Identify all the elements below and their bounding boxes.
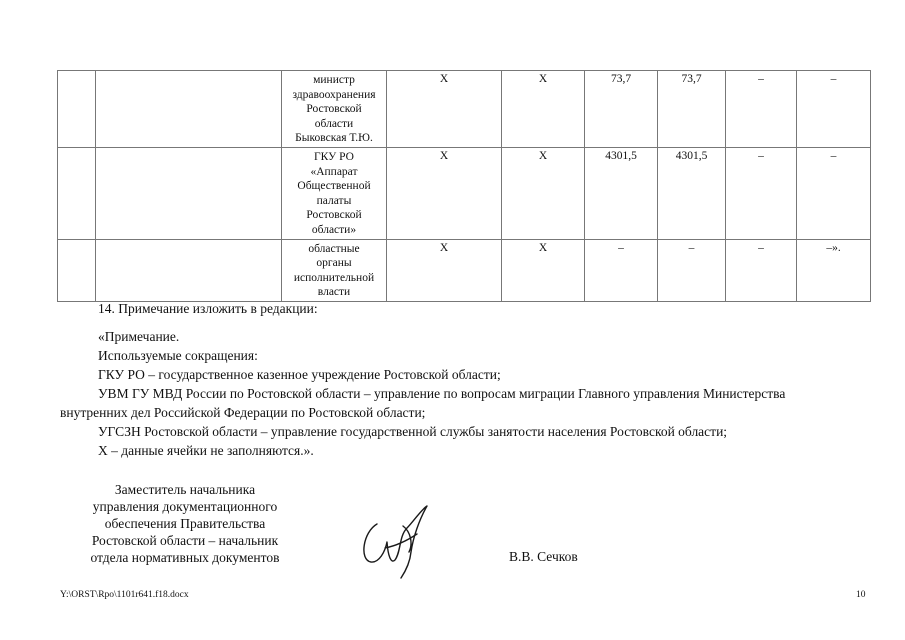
cell-value: Х [387, 71, 502, 148]
position-line: Ростовской области – начальник [91, 533, 279, 548]
organization-line: власти [317, 286, 351, 299]
organization-line: Быковская Т.Ю. [295, 132, 373, 145]
handwritten-signature [355, 502, 435, 582]
cell-value: – [726, 147, 797, 239]
page-number: 10 [856, 590, 866, 600]
data-table [57, 70, 871, 302]
item-14 [60, 299, 870, 318]
note-abbr-heading: Используемые сокращения: [98, 348, 258, 363]
cell-value: Х [387, 147, 502, 239]
cell-organization [282, 71, 387, 148]
organization-line: палаты [316, 194, 352, 207]
position-line: Заместитель начальника [114, 482, 256, 497]
organization-line: ГКУ РО [314, 150, 354, 163]
note-uvm-line2: внутренних дел Российской Федерации по Ростовской области; [60, 405, 426, 420]
cell-value: –». [797, 239, 871, 301]
signatory-name: В.В. Сечков [509, 549, 578, 564]
cell-name [96, 239, 282, 301]
position-line: обеспечения Правительства [104, 516, 266, 531]
table-row [58, 71, 871, 148]
position-line: управления документационного [92, 499, 278, 514]
cell-value: Х [502, 239, 585, 301]
item-14-text: 14. Примечание изложить в редакции: [98, 301, 318, 316]
organization-line: области» [311, 223, 357, 236]
organization-line: органы [316, 257, 352, 270]
organization-line: здравоохранения [292, 88, 376, 101]
cell-value: – [797, 71, 871, 148]
cell-value: – [585, 239, 658, 301]
file-path: Y:\ORST\Rpo\1101r641.f18.docx [60, 590, 189, 600]
cell-value: Х [387, 239, 502, 301]
organization-line: Ростовской [306, 103, 362, 116]
organization-line: Общественной [297, 180, 371, 193]
note-ugszn: УГСЗН Ростовской области – управление государственной службы занятости населения Ростовской области; [98, 424, 728, 439]
cell-organization [282, 239, 387, 301]
table-row [58, 239, 871, 301]
cell-name [96, 71, 282, 148]
cell-value: 73,7 [658, 71, 726, 148]
cell-value: Х [502, 71, 585, 148]
cell-value: Х [502, 147, 585, 239]
note-title: «Примечание. [98, 329, 180, 344]
organization-line: областные [308, 242, 360, 255]
cell-value: 4301,5 [585, 147, 658, 239]
organization-line: области [314, 117, 354, 130]
cell-value: – [658, 239, 726, 301]
cell-organization [282, 147, 387, 239]
table-row [58, 147, 871, 239]
note-gku: ГКУ РО – государственное казенное учреждение Ростовской области; [98, 367, 501, 382]
cell-value: – [797, 147, 871, 239]
position-line: отдела нормативных документов [90, 550, 280, 565]
note-uvm-line1: УВМ ГУ МВД России по Ростовской области – управление по вопросам миграции Главного управления Министерства [98, 386, 786, 401]
cell-name [96, 147, 282, 239]
organization-line: Ростовской [306, 209, 362, 222]
signatory-position [60, 481, 310, 566]
cell-number [58, 239, 96, 301]
cell-value: 4301,5 [658, 147, 726, 239]
note-block [60, 327, 870, 460]
organization-line: «Аппарат [310, 165, 358, 178]
cell-value: 73,7 [585, 71, 658, 148]
cell-value: – [726, 71, 797, 148]
organization-line: министр [313, 74, 355, 86]
cell-number [58, 71, 96, 148]
organization-line: исполнительной [293, 271, 375, 284]
note-x: Х – данные ячейки не заполняются.». [98, 443, 314, 458]
cell-number [58, 147, 96, 239]
cell-value: – [726, 239, 797, 301]
